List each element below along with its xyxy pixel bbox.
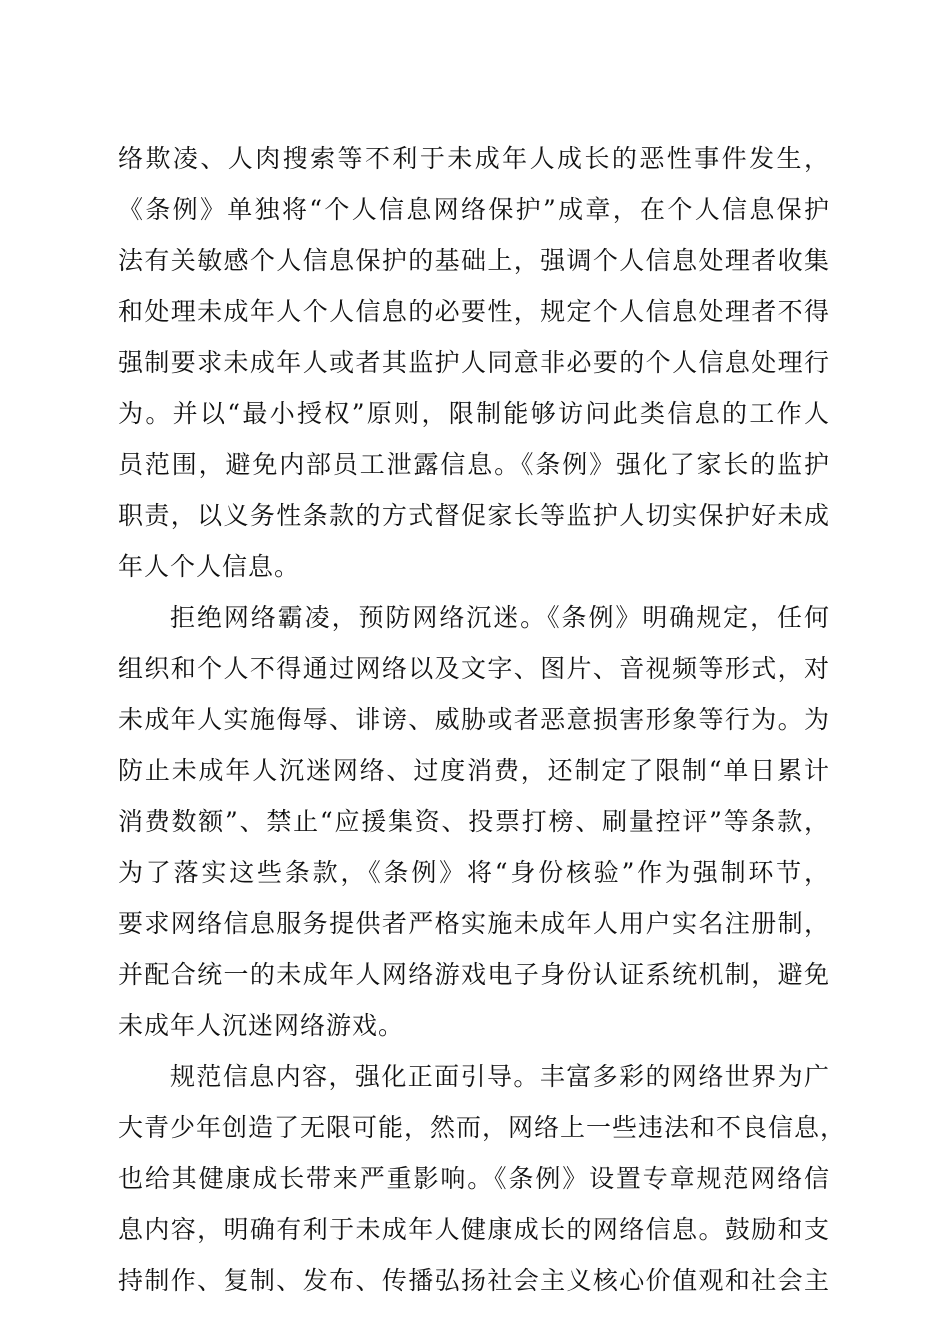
document-body xyxy=(118,133,847,1306)
text-line: 持制作、复制、发布、传播弘扬社会主义核心价值观和社会主 xyxy=(118,1266,830,1295)
text-line: 也给其健康成长带来严重影响。《条例》设置专章规范网络信 xyxy=(118,1164,830,1193)
text-line: 组织和个人不得通过网络以及文字、图片、音视频等形式，对 xyxy=(118,654,830,683)
text-line: 息内容，明确有利于未成年人健康成长的网络信息。鼓励和支 xyxy=(118,1215,830,1244)
text-line: 法有关敏感个人信息保护的基础上，强调个人信息处理者收集 xyxy=(118,246,830,275)
text-line: 络欺凌、人肉搜索等不利于未成年人成长的恶性事件发生， xyxy=(118,144,830,173)
text-line: 为了落实这些条款，《条例》将“身份核验”作为强制环节， xyxy=(118,858,830,887)
text-line: 未成年人实施侮辱、诽谤、威胁或者恶意损害形象等行为。为 xyxy=(118,705,830,734)
paragraph-first-line: 规范信息内容，强化正面引导。丰富多彩的网络世界为广 xyxy=(170,1062,830,1091)
text-line: 员范围，避免内部员工泄露信息。《条例》强化了家长的监护 xyxy=(118,450,830,479)
text-line: 年人个人信息。 xyxy=(118,552,301,581)
text-line: 要求网络信息服务提供者严格实施未成年人用户实名注册制， xyxy=(118,909,830,938)
text-line: 《条例》单独将“个人信息网络保护”成章，在个人信息保护 xyxy=(118,195,830,224)
text-line: 并配合统一的未成年人网络游戏电子身份认证系统机制，避免 xyxy=(118,960,830,989)
text-line: 未成年人沉迷网络游戏。 xyxy=(118,1011,405,1040)
text-line: 为。并以“最小授权”原则，限制能够访问此类信息的工作人 xyxy=(118,399,830,428)
paragraph-first-line: 拒绝网络霸凌，预防网络沉迷。《条例》明确规定，任何 xyxy=(170,603,830,632)
text-line: 大青少年创造了无限可能，然而，网络上一些违法和不良信息， xyxy=(118,1113,847,1142)
text-line: 消费数额”、禁止“应援集资、投票打榜、刷量控评”等条款， xyxy=(118,807,830,836)
text-line: 防止未成年人沉迷网络、过度消费，还制定了限制“单日累计 xyxy=(118,756,830,785)
text-line: 强制要求未成年人或者其监护人同意非必要的个人信息处理行 xyxy=(118,348,830,377)
text-line: 职责，以义务性条款的方式督促家长等监护人切实保护好未成 xyxy=(118,501,830,530)
text-line: 和处理未成年人个人信息的必要性，规定个人信息处理者不得 xyxy=(118,297,830,326)
